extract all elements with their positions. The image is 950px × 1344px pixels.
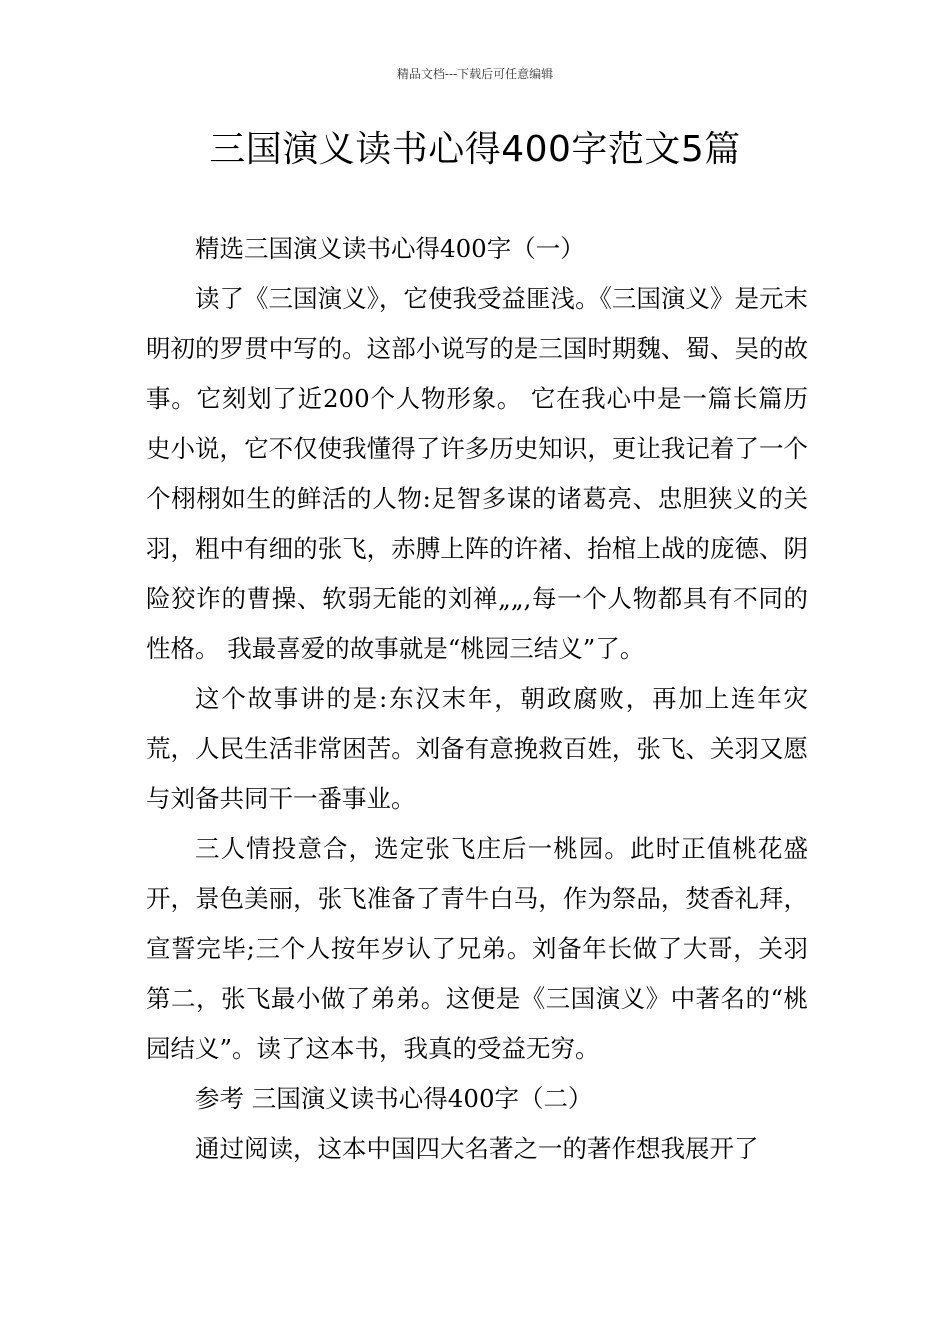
paragraph-3: 三人情投意合，选定张飞庄后一桃园。此时正值桃花盛开，景色美丽，张飞准备了青牛白马，作为祭品，焚香礼拜，宣誓完毕;三个人按年岁认了兄弟。刘备年长做了大哥，关羽第二，张飞最小做了弟弟。这便是《三国演义》中著名的“桃园结义”。读了这本书，我真的受益无穷。 [146,834,808,1063]
paragraph-4: 通过阅读，这本中国四大名著之一的著作想我展开了 [195,1134,759,1163]
paragraph-2: 这个故事讲的是:东汉末年，朝政腐败，再加上连年灾荒，人民生活非常困苦。刘备有意挽救百姓，张飞、关羽又愿与刘备共同干一番事业。 [146,684,808,813]
paragraph-1: 读了《三国演义》，它使我受益匪浅。《三国演义》是元末明初的罗贯中写的。这部小说写的是三国时期魏、蜀、吴的故事。它刻划了近200个人物形象。 它在我心中是一篇长篇历史小说，它不仅使我懂得了许多历史知识，更让我记着了一个个栩栩如生的鲜活的人物:足智多谋的诸葛亮、忠胆狭义的关羽，粗中有细的张飞，赤膊上阵的许褚、抬棺上战的庞德、阴险狡诈的曹操、软弱无能的刘禅„„,每一个人物都具有不同的性格。 我最喜爱的故事就是“桃园三结义”了。 [146,284,808,663]
section-heading-1: 精选三国演义读书心得400字（一） [195,234,585,263]
document-title: 三国演义读书心得400字范文5篇 [209,129,741,170]
section-heading-2: 参考 三国演义读书心得400字（二） [195,1084,593,1113]
document-body [146,224,808,1174]
page-header: 精品文档---下载后可任意编辑 [396,67,554,81]
